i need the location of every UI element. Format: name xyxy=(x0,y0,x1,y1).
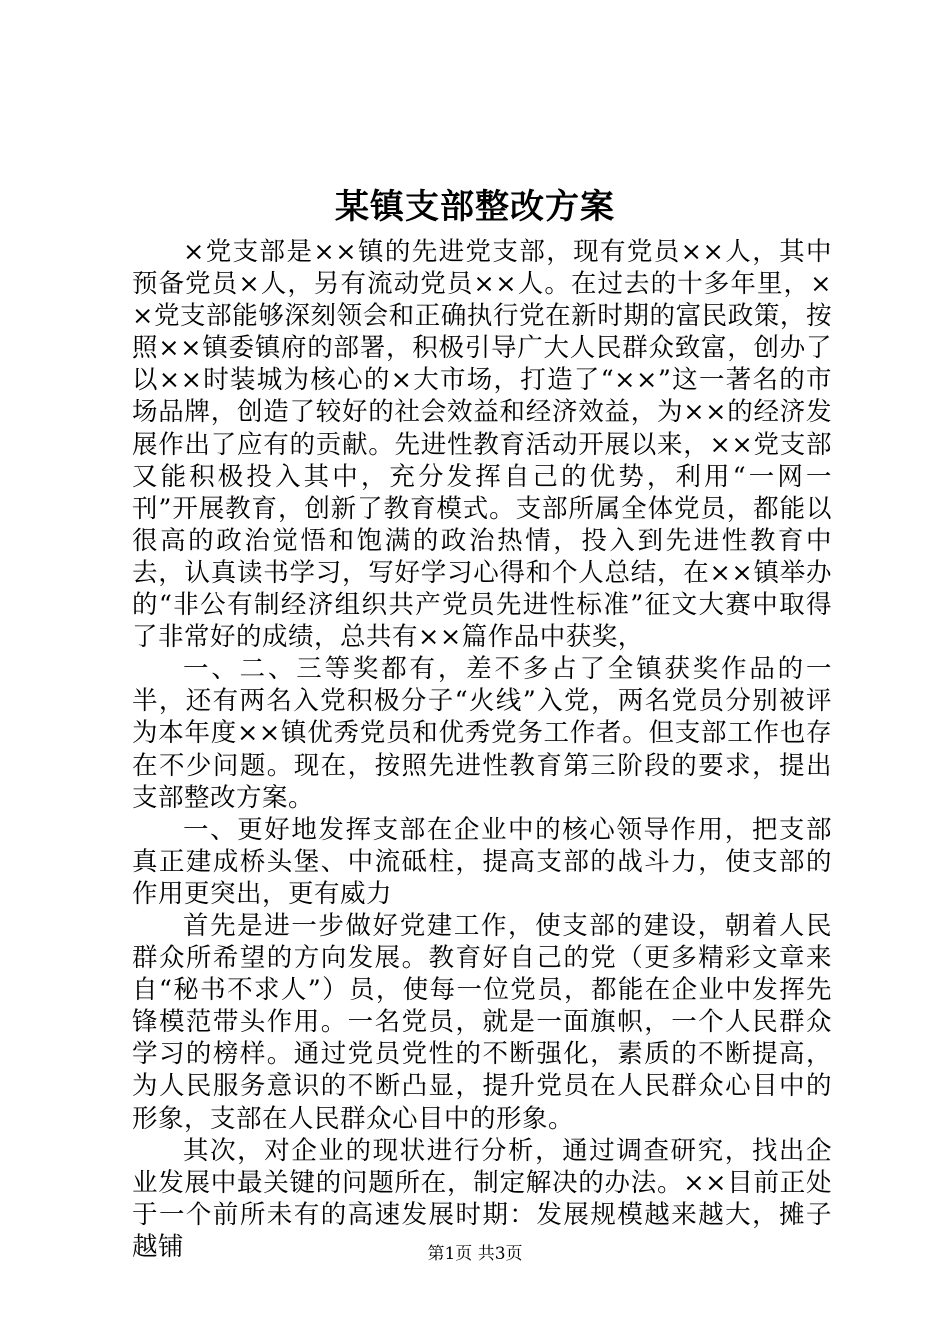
paragraph-awards: 一、二、三等奖都有，差不多占了全镇获奖作品的一半，还有两名入党积极分子“火线”入党，两名党员分别被评为本年度××镇优秀党员和优秀党务工作者。但支部工作也存在不少问题。现在，按照先进性教育第三阶段的要求，提出支部整改方案。 xyxy=(132,654,832,813)
paragraph-first-point: 首先是进一步做好党建工作，使支部的建设，朝着人民群众所希望的方向发展。教育好自己的党（更多精彩文章来自“秘书不求人”）员，使每一位党员，都能在企业中发挥先锋模范带头作用。一名党员，就是一面旗帜，一个人民群众学习的榜样。通过党员党性的不断强化，素质的不断提高，为人民服务意识的不断凸显，提升党员在人民群众心目中的形象，支部在人民群众心目中的形象。 xyxy=(132,910,832,1134)
paragraph-intro: ×党支部是××镇的先进党支部，现有党员××人，其中预备党员×人，另有流动党员××人。在过去的十多年里，××党支部能够深刻领会和正确执行党在新时期的富民政策，按照××镇委镇府的部署，积极引导广大人民群众致富，创办了以××时装城为核心的×大市场，打造了“××”这一著名的市场品牌，创造了较好的社会效益和经济效益，为××的经济发展作出了应有的贡献。先进性教育活动开展以来，××党支部又能积极投入其中，充分发挥自己的优势，利用“一网一刊”开展教育，创新了教育模式。支部所属全体党员，都能以很高的政治觉悟和饱满的政治热情，投入到先进性教育中去，认真读书学习，写好学习心得和个人总结，在××镇举办的“非公有制经济组织共产党员先进性标准”征文大赛中取得了非常好的成绩，总共有××篇作品中获奖， xyxy=(132,237,832,653)
paragraph-second-point: 其次，对企业的现状进行分析，通过调查研究，找出企业发展中最关键的问题所在，制定解决的办法。××目前正处于一个前所未有的高速发展时期：发展规模越来越大，摊子越铺 xyxy=(132,1135,832,1262)
document-title: 某镇支部整改方案 xyxy=(335,187,615,227)
document-body xyxy=(132,236,832,1263)
page-footer: 第1页 共3页 xyxy=(427,1244,523,1264)
paragraph-section-one-heading: 一、更好地发挥支部在企业中的核心领导作用，把支部真正建成桥头堡、中流砥柱，提高支部的战斗力，使支部的作用更突出，更有威力 xyxy=(132,814,832,909)
